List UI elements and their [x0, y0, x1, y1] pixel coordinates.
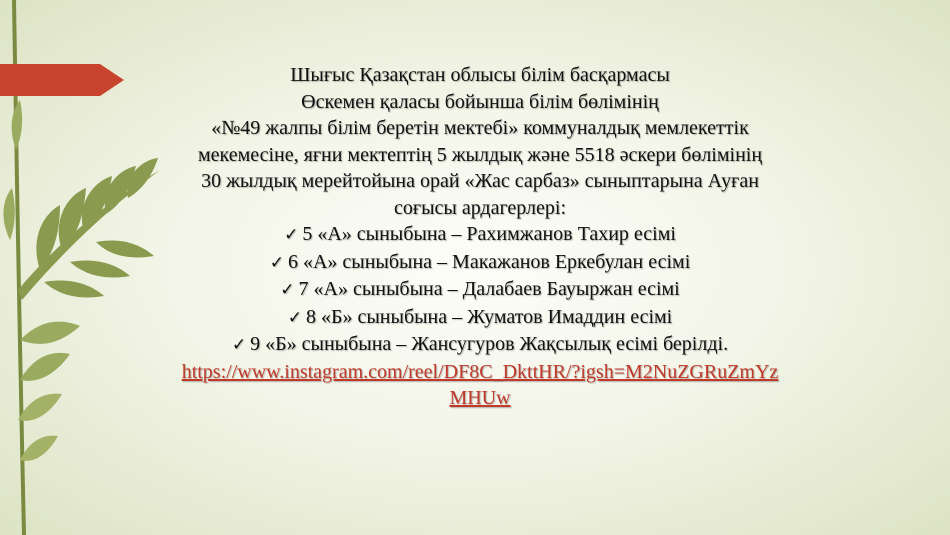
class-item-text: 6 «А» сыныбына – Макажанов Еркебулан есімі [287, 250, 691, 273]
heading-line-4: мекемесіне, яғни мектептің 5 жылдық және 5518 әскери бөлімінің [197, 143, 763, 166]
class-item-text: 5 «А» сыныбына – Рахимжанов Тахир есімі [302, 223, 676, 245]
slide-content [110, 62, 850, 412]
heading-line-5: 30 жылдық мерейтойына орай «Жас сарбаз» сыныптарына Ауған [201, 170, 759, 192]
heading-line-1: Шығыс Қазақстан облысы білім басқармасы [290, 64, 670, 86]
class-item-5 [110, 331, 850, 359]
heading-line-6: соғысы ардагерлері: [393, 196, 567, 219]
checkmark-icon: ✓ [269, 252, 284, 273]
instagram-link-line-2[interactable]: MHUw [449, 387, 511, 409]
class-item-2 [110, 249, 850, 277]
class-item-4 [110, 304, 850, 332]
checkmark-icon: ✓ [284, 225, 299, 245]
class-item-text: 8 «Б» сыныбына – Жуматов Имаддин есімі [306, 305, 673, 328]
class-item-text: 9 «Б» сыныбына – Жансугуров Жақсылық есімі берілді. [250, 333, 729, 355]
instagram-link-line-1[interactable]: https://www.instagram.com/reel/DF8C_DkttHR/?igsh=M2NuZGRuZmYz [181, 360, 779, 383]
checkmark-icon: ✓ [280, 280, 295, 300]
class-item-1 [110, 221, 850, 249]
heading-line-3: «№49 жалпы білім беретін мектебі» коммуналдық мемлекеттік [211, 117, 749, 139]
class-item-text: 7 «А» сыныбына – Далабаев Бауыржан есімі [298, 278, 680, 300]
heading-line-2: Өскемен қаласы бойынша білім бөлімінің [301, 90, 659, 113]
class-item-3 [110, 276, 850, 304]
checkmark-icon: ✓ [231, 335, 247, 355]
checkmark-icon: ✓ [287, 307, 302, 328]
